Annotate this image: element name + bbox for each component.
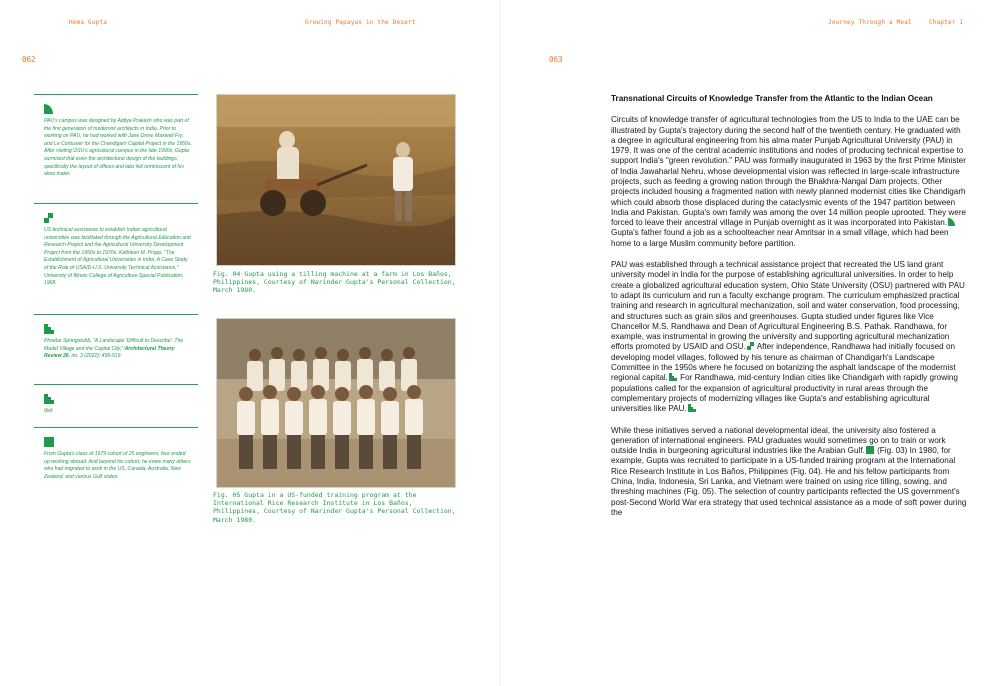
running-head-author: Hema Gupta [69, 19, 108, 26]
note-5 [34, 427, 198, 491]
note-2-text: US technical assistance to establish Indian agricultural universities was facilitated through the Agricultural Education and Research Project and the Agricultural University Development Project from the 1950s to 1970s. Kathleen M. Propp, "The Establishment of Agricultural Universities in India: A Case Study of the Role of USAID-U.S. University Technical Assistance," University of Illinois College of Agriculture Special Publication, 1968. [44, 227, 191, 287]
note-1 [34, 94, 198, 203]
margin-notes [34, 94, 198, 491]
stair-icon [44, 394, 54, 404]
figure-04-photo [216, 94, 456, 266]
note-5-text: From Gupta's class of 1979 cohort of 25 engineers, four ended up working abroad. And beyond his cohort, he knew many others who had migrated to work in the US, Canada, Australia, New Zealand, and various Gulf states. [44, 451, 191, 480]
running-head-title: Growing Papayas in the Desert [305, 19, 416, 26]
figure-05-photo [216, 318, 456, 488]
article [611, 94, 967, 529]
section-heading: Transnational Circuits of Knowledge Transfer from the Atlantic to the Indian Ocean [611, 94, 933, 103]
stair-icon [44, 324, 54, 334]
note-3 [34, 314, 198, 384]
stair-icon [688, 404, 696, 412]
note-4 [34, 384, 198, 427]
paragraph-1: Circuits of knowledge transfer of agricultural technologies from the US to India to the UAE can be illustrated by Gupta's trajectory during the second half of the twentieth century. He graduated with a degree in agricultural engineering from his alma mater Punjab Agricultural University (PAU) in 1979. It was one of the central academic institutions and nodes of producing technical expertise to support India's "green revolution." PAU was formally inaugurated in 1963 by the first Prime Minister of India Jawaharlal Nehru, whose developmental vision was reflected in large-scale infrastructure projects, such as feeding a growing nation through the Bhakhra-Nangal Dam projects. Other projects included housing a fragmented nation with newly planned modernist cities like Chandigarh which could absorb those displaced during the cataclysmic events of the 1947 partition between India and Pakistan. Gupta's own family was among the over 14 million people uprooted. They were forced to leave their ancestral village in Punjab overnight as it was incorporated into Pakistan. Gupta's father found a job as a schoolteacher near Amritsar in a small village, which had been home to a large Muslim community before partition. [611, 115, 967, 248]
note-2 [34, 203, 198, 314]
page-number-left: 062 [22, 55, 36, 64]
figure-05-caption: Fig. 05 Gupta in a US-funded training program at the International Rice Research Institute in Los Baños, Philippines, Courtesy of Narinder Gupta's Personal Collection, March 1980. [213, 491, 456, 524]
quarter-circle-icon [44, 104, 53, 114]
square-icon [866, 446, 874, 454]
note-1-text: PAU's campus was designed by Aditya Prakash who was part of the first generation of modernist architects in India. Prior to working on PAU, he had worked with Jane Drew, Maxwell Fry, and Le Corbusier for the Chandigarh Capital Project in the 1950s. After visiting OSU's agricultural campus in the late 1990s, Gupta surmised that even the architectural design of the buildings, specifically the layout of offices and labs felt reminiscent of his alma mater. [44, 118, 192, 178]
note-3-text: Phoebe Springstubb, "A Landscape 'Difficult to Describe': The Model Village and the Capital City," Architectural Theory Review 26, no. 3 (2022): 495-519. [44, 338, 184, 360]
note-4-text: Ibid. [44, 408, 54, 414]
figure-04-caption: Fig. 04 Gupta using a tilling machine at a farm in Los Baños, Philippines, Courtesy of Narinder Gupta's Personal Collection, March 1980. [213, 270, 456, 295]
paragraph-2: PAU was established through a technical assistance project that recreated the US land grant university model in India for the purpose of establishing agricultural universities. In order to help create a globalized agricultural education system, Ohio State University (OSU) partnered with PAU to adapt its curriculum and run a faculty exchange program. The curriculum emphasized practical training and research in agricultural mechanization, soil and water conservation, food processing, and structures such as grain silos and greenhouses. Gupta studied under figures like Vice Chancellor M.S. Randhawa and Dean of Agricultural Engineering B.S. Pathak. Randhawa, for example, was instrumental in growing the university and supporting agricultural mechanization efforts promoted by USAID and OSU. After independence, Randhawa had initially focused on developing model villages, followed by his tenure as chairman of Chandigarh's Landscape Committee in the 1950s where he focused on botanizing the asphalt landscape of the modernist regional capital. For Randhawa, mid-century Indian cities like Chandigarh with rapidly growing populations called for the expansion of agricultural productivity in rural areas through the complementary projects of modernizing villages like Gupta's and establishing agricultural universities like PAU. [611, 260, 965, 414]
stair-icon [669, 373, 677, 381]
step-icon [44, 213, 53, 223]
gutter-divider [499, 0, 500, 686]
running-head-chapter: Chapter 1 [929, 19, 964, 26]
running-head-book-title: Journey Through a Meal [828, 19, 912, 26]
journal-title: Architectural Theory Review 26 [44, 345, 175, 360]
square-icon [44, 437, 54, 447]
step-icon [747, 342, 754, 350]
quarter-circle-icon [948, 218, 955, 226]
paragraph-3: While these initiatives served a national developmental ideal, the university also fostered a generation of international engineers. PAU graduates would sometimes go on to train or work outside India in burgeoning agricultural industries like the Arabian Gulf. (Fig. 03) In 1980, for example, Gupta was recruited to participate in a US-funded training program at the International Rice Research Institute in Los Baños, Philippines (Fig. 04). He and his fellow participants from China, India, Indonesia, Sri Lanka, and Vietnam were trained on using rice tilling, sowing, and threshing machines (Fig. 05). The selection of country participants reflected the US government's post-Second World War era strategy that used technical assistance as a mode of soft power during the [611, 425, 967, 517]
page-number-right: 063 [549, 55, 563, 64]
